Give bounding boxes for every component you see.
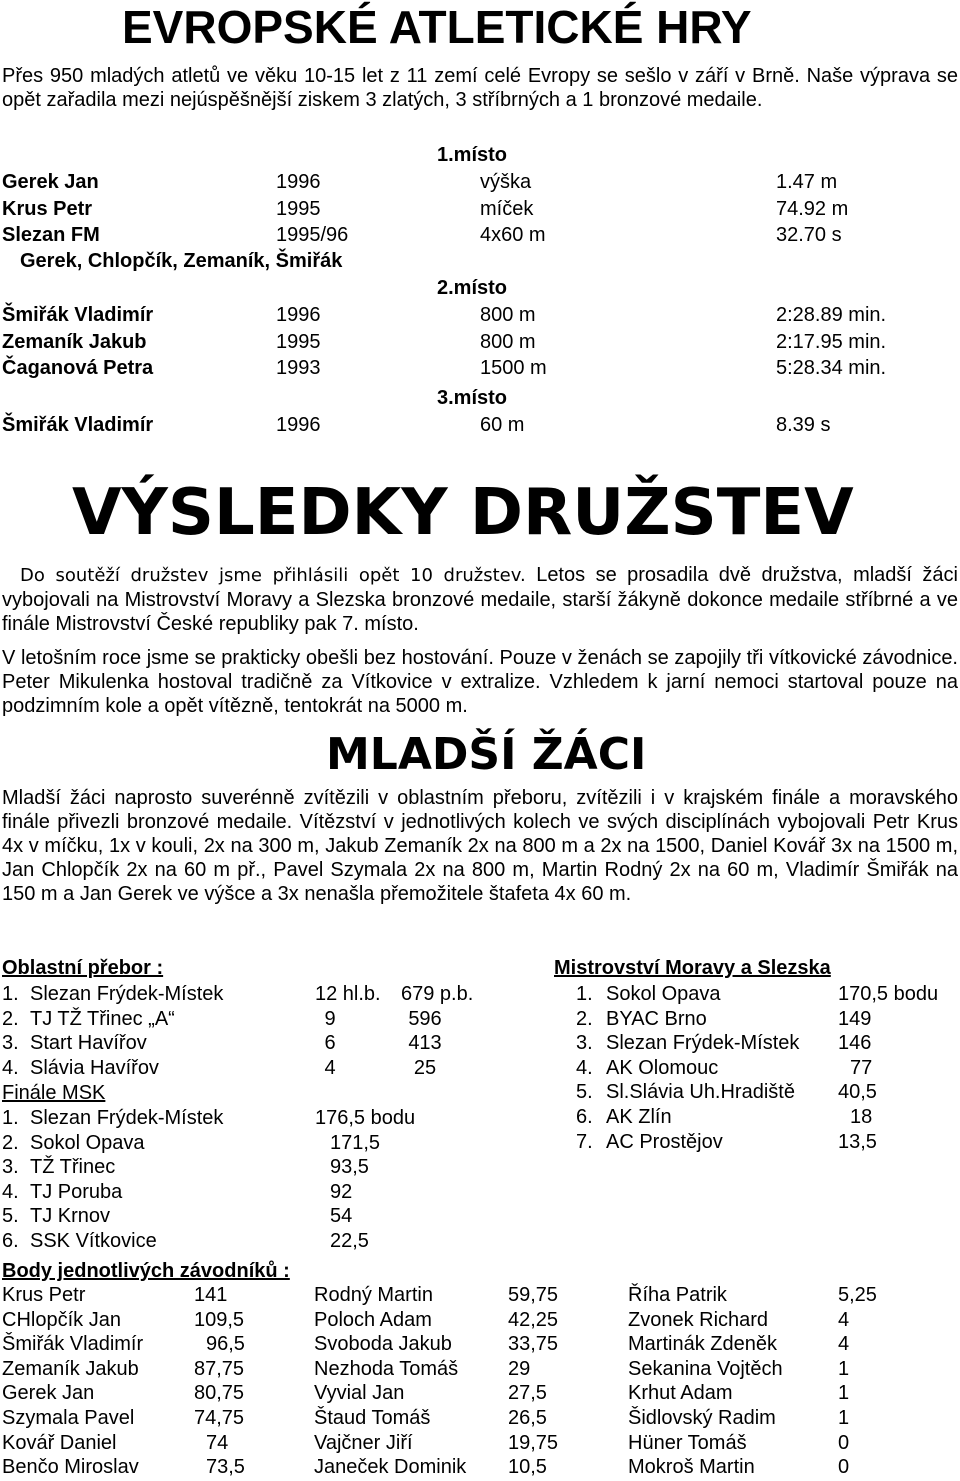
result-value: 2:28.89 min. xyxy=(776,304,887,326)
athlete-name: Čaganová Petra xyxy=(2,357,154,379)
result-value: 5:28.34 min. xyxy=(776,357,887,379)
team-name: Sokol Opava xyxy=(606,983,721,1005)
athlete-name: Szymala Pavel xyxy=(2,1407,135,1429)
rank: 4. xyxy=(2,1180,19,1203)
athlete-points: 4 xyxy=(838,1333,850,1356)
rank: 3. xyxy=(2,1032,19,1054)
athlete-points: 74,75 xyxy=(194,1407,245,1429)
result-value: 2:17.95 min. xyxy=(776,330,887,353)
athlete-year: 1995/96 xyxy=(276,224,349,246)
athlete-name: Krus Petr xyxy=(2,1284,86,1306)
athlete-points: 74 xyxy=(206,1431,229,1454)
athlete-name: Zemaník Jakub xyxy=(2,330,147,353)
event-name: 60 m xyxy=(480,414,525,436)
athlete-points: 33,75 xyxy=(508,1333,559,1356)
athlete-name: Říha Patrik xyxy=(628,1284,727,1306)
athlete-points: 5,25 xyxy=(838,1284,877,1306)
result-value: 1.47 m xyxy=(776,171,838,193)
athlete-points: 4 xyxy=(838,1308,850,1331)
teams-paragraph-1-rest: Letos se prosadila dvě družstva, mladší žáci vybojovali na Mistrovství Moravy a Slezska bronzové medaile, starší žákyně dokonce medaile stříbrné a ve finále Mistrovství České republiky pak 7. místo. xyxy=(2,564,958,635)
team-name: AC Prostějov xyxy=(606,1130,723,1153)
finale-title: Finále MSK xyxy=(2,1082,106,1104)
athlete-name: Svoboda Jakub xyxy=(314,1333,452,1356)
event-name: 1500 m xyxy=(480,357,547,379)
rank: 2. xyxy=(2,1007,19,1030)
athlete-points: 1 xyxy=(838,1407,850,1429)
team-name: Slávia Havířov xyxy=(30,1056,159,1079)
team-name: AK Olomouc xyxy=(606,1056,719,1079)
athlete-name: Martinák Zdeněk xyxy=(628,1333,777,1356)
team-name: BYAC Brno xyxy=(606,1007,707,1030)
athletic-points: 679 p.b. xyxy=(401,983,474,1005)
team-points: 176,5 bodu xyxy=(315,1107,416,1129)
rank: 3. xyxy=(576,1032,593,1055)
athlete-name: Štaud Tomáš xyxy=(314,1407,431,1429)
place-2-heading: 2.místo xyxy=(437,277,508,299)
team-name: Slezan Frýdek-Místek xyxy=(30,983,224,1005)
team-points: 149 xyxy=(838,1007,872,1030)
rank: 2. xyxy=(2,1131,19,1154)
rank: 7. xyxy=(576,1130,593,1153)
team-points: 92 xyxy=(330,1180,353,1203)
athlete-points: 42,25 xyxy=(508,1308,559,1331)
main-points: 9 xyxy=(324,1007,336,1030)
athlete-name: Gerek Jan xyxy=(2,171,99,193)
athlete-name: Kovář Daniel xyxy=(2,1431,117,1454)
athlete-year: 1996 xyxy=(276,304,321,326)
team-name: TJ Krnov xyxy=(30,1205,111,1228)
team-name: Slezan Frýdek-Místek xyxy=(606,1032,800,1055)
athlete-points: 141 xyxy=(194,1284,228,1306)
athletic-points: 596 xyxy=(408,1007,442,1030)
team-points: 171,5 xyxy=(330,1131,381,1154)
team-points: 22,5 xyxy=(330,1230,369,1252)
athlete-name: Mokroš Martin xyxy=(628,1456,755,1479)
rank: 6. xyxy=(2,1230,19,1252)
athlete-points: 0 xyxy=(838,1456,850,1479)
rank: 1. xyxy=(576,983,593,1005)
athlete-name: Vyvial Jan xyxy=(314,1382,405,1405)
team-points: 40,5 xyxy=(838,1081,877,1104)
team-name: TJ Poruba xyxy=(30,1180,123,1203)
team-name: Slezan Frýdek-Místek xyxy=(30,1107,224,1129)
athlete-year: 1993 xyxy=(276,357,321,379)
team-points: 54 xyxy=(330,1205,353,1228)
main-points: 6 xyxy=(324,1032,336,1054)
rank: 2. xyxy=(576,1007,593,1030)
place-3-heading: 3.místo xyxy=(437,387,508,409)
athlete-points: 27,5 xyxy=(508,1382,547,1405)
rank: 1. xyxy=(2,983,19,1005)
team-name: TŽ Třinec xyxy=(30,1156,116,1179)
athlete-points: 59,75 xyxy=(508,1284,559,1306)
teams-title: VÝSLEDKY DRUŽSTEV xyxy=(72,476,854,550)
team-name: TJ TŽ Třinec „A“ xyxy=(30,1007,175,1030)
event-name: 800 m xyxy=(480,330,536,353)
athlete-points: 1 xyxy=(838,1382,850,1405)
team-points: 13,5 xyxy=(838,1130,877,1153)
athlete-name: Šmiřák Vladimír xyxy=(2,1333,144,1356)
athlete-name: Šidlovský Radim xyxy=(628,1407,776,1429)
rank: 4. xyxy=(576,1056,593,1079)
athlete-points: 29 xyxy=(508,1357,531,1380)
rank: 5. xyxy=(2,1205,19,1228)
event-name: 4x60 m xyxy=(480,224,546,246)
body-title: Body jednotlivých závodníků : xyxy=(2,1260,290,1282)
athlete-points: 96,5 xyxy=(206,1333,245,1356)
team-points: 170,5 bodu xyxy=(838,983,939,1005)
athlete-points: 19,75 xyxy=(508,1431,559,1454)
athlete-name: Gerek Jan xyxy=(2,1382,95,1405)
athlete-name: Benčo Miroslav xyxy=(2,1456,139,1479)
athlete-name: Zvonek Richard xyxy=(628,1308,769,1331)
athlete-name: Krhut Adam xyxy=(628,1382,733,1405)
athlete-points: 10,5 xyxy=(508,1456,547,1479)
teams-paragraph-1 xyxy=(2,563,958,636)
athlete-name: Vajčner Jiří xyxy=(314,1431,413,1454)
athlete-name: Zemaník Jakub xyxy=(2,1357,139,1380)
rank: 4. xyxy=(2,1056,19,1079)
event-name: 800 m xyxy=(480,304,536,326)
rank: 3. xyxy=(2,1156,19,1179)
junior-paragraph: Mladší žáci naprosto suverénně zvítězili v oblastním přeboru, zvítězili i v krajském finále a moravského finále přivezli bronzové medaile. Vítězství v jednotlivých kolech ve svých disciplínách vybojovali Petr Krus 4x v míčku, 1x v kouli, 2x na 300 m, Jakub Zemaník 2x na 800 m a 2x na 1500, Daniel Kovář 3x na 1500 m, Jan Chlopčík 2x na 60 m př., Pavel Szymala 2x na 800 m, Martin Rodný 2x na 60 m, Vladimír Šmiřák na 150 m a Jan Gerek ve výšce a 3x nenašla přemožitele štafeta 4x 60 m. xyxy=(2,787,958,905)
team-points: 18 xyxy=(850,1106,873,1128)
relay-members: Gerek, Chlopčík, Zemaník, Šmiřák xyxy=(20,250,343,272)
main-points: 12 hl.b. xyxy=(315,983,381,1005)
team-name: Start Havířov xyxy=(30,1032,147,1054)
place-1-heading: 1.místo xyxy=(437,144,508,166)
athlete-year: 1995 xyxy=(276,330,321,353)
athlete-name: Janeček Dominik xyxy=(314,1456,467,1479)
athlete-year: 1996 xyxy=(276,171,321,193)
athlete-points: 0 xyxy=(838,1431,850,1454)
rank: 1. xyxy=(2,1107,19,1129)
team-name: AK Zlín xyxy=(606,1106,672,1128)
junior-title: MLADŠÍ ŽÁCI xyxy=(326,729,647,780)
athletic-points: 25 xyxy=(413,1056,437,1079)
result-value: 74.92 m xyxy=(776,197,849,220)
result-value: 32.70 s xyxy=(776,224,842,246)
team-points: 93,5 xyxy=(330,1156,369,1179)
mms-title: Mistrovství Moravy a Slezska xyxy=(554,957,831,979)
athlete-points: 80,75 xyxy=(194,1382,245,1405)
athlete-name: Poloch Adam xyxy=(314,1308,432,1331)
teams-paragraph-1-lead: Do soutěží družstev jsme přihlásili opět 10 družstev. xyxy=(20,565,526,586)
result-value: 8.39 s xyxy=(776,414,831,436)
athlete-points: 87,75 xyxy=(194,1357,245,1380)
athlete-points: 73,5 xyxy=(206,1456,245,1479)
team-name: Sl.Slávia Uh.Hradiště xyxy=(606,1081,795,1104)
athlete-year: 1995 xyxy=(276,197,321,220)
event-name: výška xyxy=(480,171,532,193)
athlete-name: CHlopčík Jan xyxy=(2,1308,121,1331)
athlete-points: 1 xyxy=(838,1357,850,1380)
teams-paragraph-2: V letošním roce jsme se prakticky obešli bez hostování. Pouze v ženách se zapojily tři vítkovické závodnice. Peter Mikulenka hostoval tradičně za Vítkovice v extralize. Vzhledem k jarní nemoci startoval pouze na podzimním kole a opět vítězně, tentokrát na 5000 m. xyxy=(2,647,958,717)
page-title: EVROPSKÉ ATLETICKÉ HRY xyxy=(122,1,752,53)
athlete-name: Slezan FM xyxy=(2,224,100,246)
athlete-points: 109,5 xyxy=(194,1308,245,1331)
athlete-year: 1996 xyxy=(276,414,321,436)
team-points: 146 xyxy=(838,1032,872,1055)
athlete-name: Šmiřák Vladimír xyxy=(2,414,154,436)
rank: 6. xyxy=(576,1106,593,1128)
event-name: míček xyxy=(480,197,534,220)
oblast-title: Oblastní přebor : xyxy=(2,957,164,979)
intro-paragraph: Přes 950 mladých atletů ve věku 10-15 let z 11 zemí celé Evropy se sešlo v září v Brně. Naše výprava se opět zařadila mezi nejúspěšnější ziskem 3 zlatých, 3 stříbrných a 1 bronzové medaile. xyxy=(2,65,958,111)
athlete-points: 26,5 xyxy=(508,1407,547,1429)
team-name: Sokol Opava xyxy=(30,1131,145,1154)
team-name: SSK Vítkovice xyxy=(30,1230,157,1252)
main-points: 4 xyxy=(324,1056,336,1079)
athletic-points: 413 xyxy=(408,1032,442,1054)
athlete-name: Šmiřák Vladimír xyxy=(2,304,154,326)
athlete-name: Hüner Tomáš xyxy=(628,1431,747,1454)
athlete-name: Krus Petr xyxy=(2,197,93,220)
athlete-name: Rodný Martin xyxy=(314,1284,433,1306)
athlete-name: Sekanina Vojtěch xyxy=(628,1357,783,1380)
team-points: 77 xyxy=(850,1056,873,1079)
athlete-name: Nezhoda Tomáš xyxy=(314,1357,459,1380)
rank: 5. xyxy=(576,1081,593,1104)
